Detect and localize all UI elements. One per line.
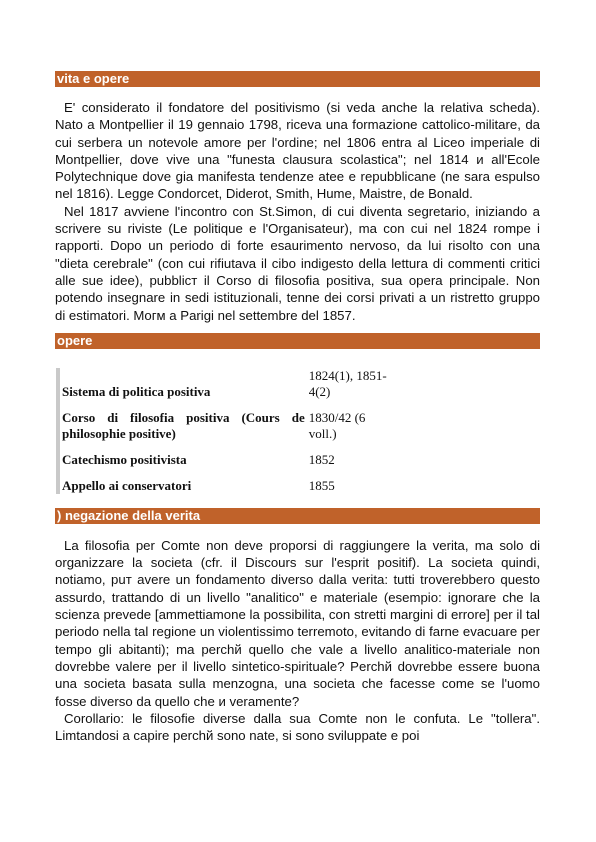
- work-row: [62, 410, 392, 452]
- section-heading-vita: [55, 71, 540, 87]
- vita-paragraph-1: E' considerato il fondatore del positivismo (si veda anche la relativa scheda). Nato a Montpellier il 19 gennaio 1798, riceva una formazione cattolico-militare, da cui serbera un notevole amore per l'ordine; nel 1806 entra al Liceo imperiale di Montpellier, dove vive una "funesta clausura scolastica"; nel 1814 и all'Ecole Polytechnique dove gia manifesta tendenze atee e repubblicane (ne sara espulso nel 1816). Legge Condorcet, Diderot, Smith, Hume, Maistre, de Bonald.: [55, 100, 540, 202]
- work-year: 1824(1), 1851-4(2): [308, 367, 387, 399]
- work-title: Catechismo positivista: [62, 451, 187, 467]
- section-heading-text: ) negazione della verita: [57, 507, 201, 523]
- work-year: 1855: [308, 477, 335, 493]
- work-title: Sistema di politica positiva: [62, 383, 211, 399]
- section-heading-text: opere: [57, 332, 93, 348]
- verita-paragraph-1: La filosofia per Comte non deve proporsi di raggiungere la verita, ma solo di organizzare la societa (cfr. il Discours sur l'esprit positif). La societa quindi, notiamo, puт avere un fondamento diverso dalla verita: tutti troverebbero questo assurdo, trattando di un livello "analitico" e materiale (esempio: ignorare che la scienza prevede [ammettiamone la possibilita, con stretti margini di errore] per il tal periodo nella tal regione un violentissimo terremoto, evitando di farne evacuare per tempo gli abitanti); ma perchй quello che vale a livello analitico-materiale non dovrebbe valere per il livello sintetico-spirituale? Perchй dovrebbe essere buona una societa basata sulla menzogna, una societa che facesse come se l'uomo fosse diverso da quello che и veramente?: [55, 537, 540, 709]
- section-heading-text: vita e opere: [57, 71, 130, 86]
- vita-paragraph-2: Nel 1817 avviene l'incontro con St.Simon, di cui diventa segretario, iniziando a scrivere su riviste (Le politique e l'Organisateur), ma con cui nel 1824 rompe i rapporti. Dopo un periodo di forte esaurimento nervoso, da lui risolto con una "dieta cerebrale" (con cui rifiutava il cibo indigesto della lettura di commenti critici alle sue idee), pubblicт il Corso di filosofia positiva, sua opera principale. Non potendo insegnare in sedi istituzionali, tenne dei corsi privati a un ristretto gruppo di estimatori. Moгм a Parigi nel settembre del 1857.: [55, 203, 540, 323]
- work-row: [62, 368, 392, 410]
- work-title: Appello ai conservatori: [62, 477, 192, 493]
- work-year: 1852: [308, 451, 335, 467]
- work-row: [62, 478, 392, 494]
- work-year: 1830/42 (6 voll.): [308, 409, 366, 441]
- document-page: [55, 0, 540, 744]
- works-table: [56, 368, 540, 494]
- work-title: Corso di filosofia positiva (Cours de philosophie positive): [62, 409, 305, 441]
- verita-body: [55, 537, 540, 745]
- vita-body: [55, 99, 540, 324]
- section-heading-opere: [55, 333, 540, 349]
- verita-paragraph-2: Corollario: le filosofie diverse dalla sua Comte non le confuta. Le "tollera". Limtandosi a capire perchй sono nate, si sono sviluppate e poi: [55, 710, 540, 744]
- work-row: [62, 452, 392, 478]
- section-heading-verita: [55, 508, 540, 524]
